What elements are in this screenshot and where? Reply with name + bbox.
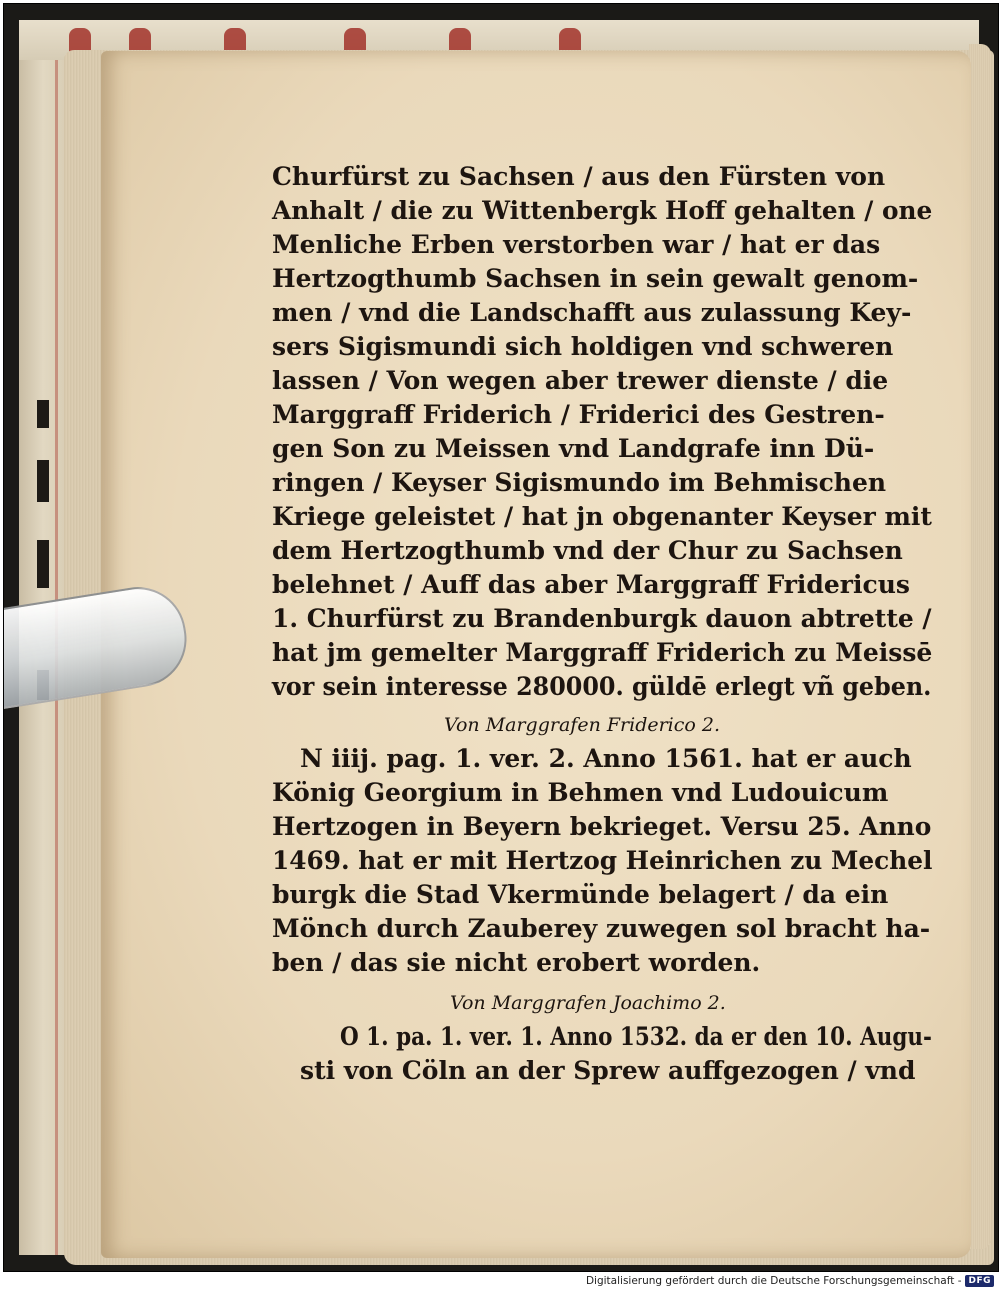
text-line: men / vnd die Landschafft aus zulassung Key- [272,298,912,327]
binding-mark [37,400,49,428]
binding-mark [37,540,49,588]
text-line: 1469. hat er mit Hertzog Heinrichen zu Mechel [272,846,933,875]
text-line: N iiij. pag. 1. ver. 2. Anno 1561. hat er auch [300,744,912,773]
text-line: Anhalt / die zu Wittenbergk Hoff gehalten / one [272,196,933,225]
text-line: Marggraff Friderich / Friderici des Gestren- [272,400,885,429]
text-line: hat jm gemelter Marggraff Friderich zu Meissē [272,638,933,667]
text-line: Churfürst zu Sachsen / aus den Fürsten von [272,162,886,191]
binding-mark [37,460,49,502]
text-line: Menliche Erben verstorben war / hat er das [272,230,881,259]
text-line: burgk die Stad Vkermünde belagert / da ein [272,880,889,909]
text-line: gen Son zu Meissen vnd Landgrafe inn Dü- [272,434,875,463]
text-line: sers Sigismundi sich holdigen vnd schweren [272,332,894,361]
text-line: ben / das sie nicht erobert worden. [272,948,761,977]
text-line: Mönch durch Zauberey zuwegen sol bracht ha- [272,914,931,943]
text-line: sti von Cöln an der Sprew auffgezogen / vnd [300,1056,916,1085]
text-line: Hertzogthumb Sachsen in sein gewalt genom- [272,264,919,293]
section-heading: Von Marggrafen Joachimo 2. [450,992,726,1014]
text-line: König Georgium in Behmen vnd Ludouicum [272,778,889,807]
fore-edge [969,44,991,1249]
footer-credit [586,1273,994,1289]
text-line: Hertzogen in Beyern bekrieget. Versu 25. Anno [272,812,932,841]
text-line: ringen / Keyser Sigismundo im Behmischen [272,468,887,497]
text-line: dem Hertzogthumb vnd der Chur zu Sachsen [272,536,903,565]
text-line: lassen / Von wegen aber trewer dienste / die [272,366,889,395]
footer-credit-text: Digitalisierung gefördert durch die Deutsche Forschungsgemeinschaft - [585,1275,962,1287]
section-heading: Von Marggrafen Friderico 2. [444,714,721,736]
text-line: 1. Churfürst zu Brandenburgk dauon abtrette / [272,604,932,633]
text-line: O 1. pa. 1. ver. 1. Anno 1532. da er den 10. Augu- [340,1022,932,1051]
text-line: Kriege geleistet / hat jn obgenanter Keyser mit [272,502,932,531]
text-line: vor sein interesse 280000. güldē erlegt vñ geben. [272,672,932,701]
dfg-logo: DFG [965,1275,994,1287]
text-line: belehnet / Auff das aber Marggraff Fridericus [272,570,910,599]
